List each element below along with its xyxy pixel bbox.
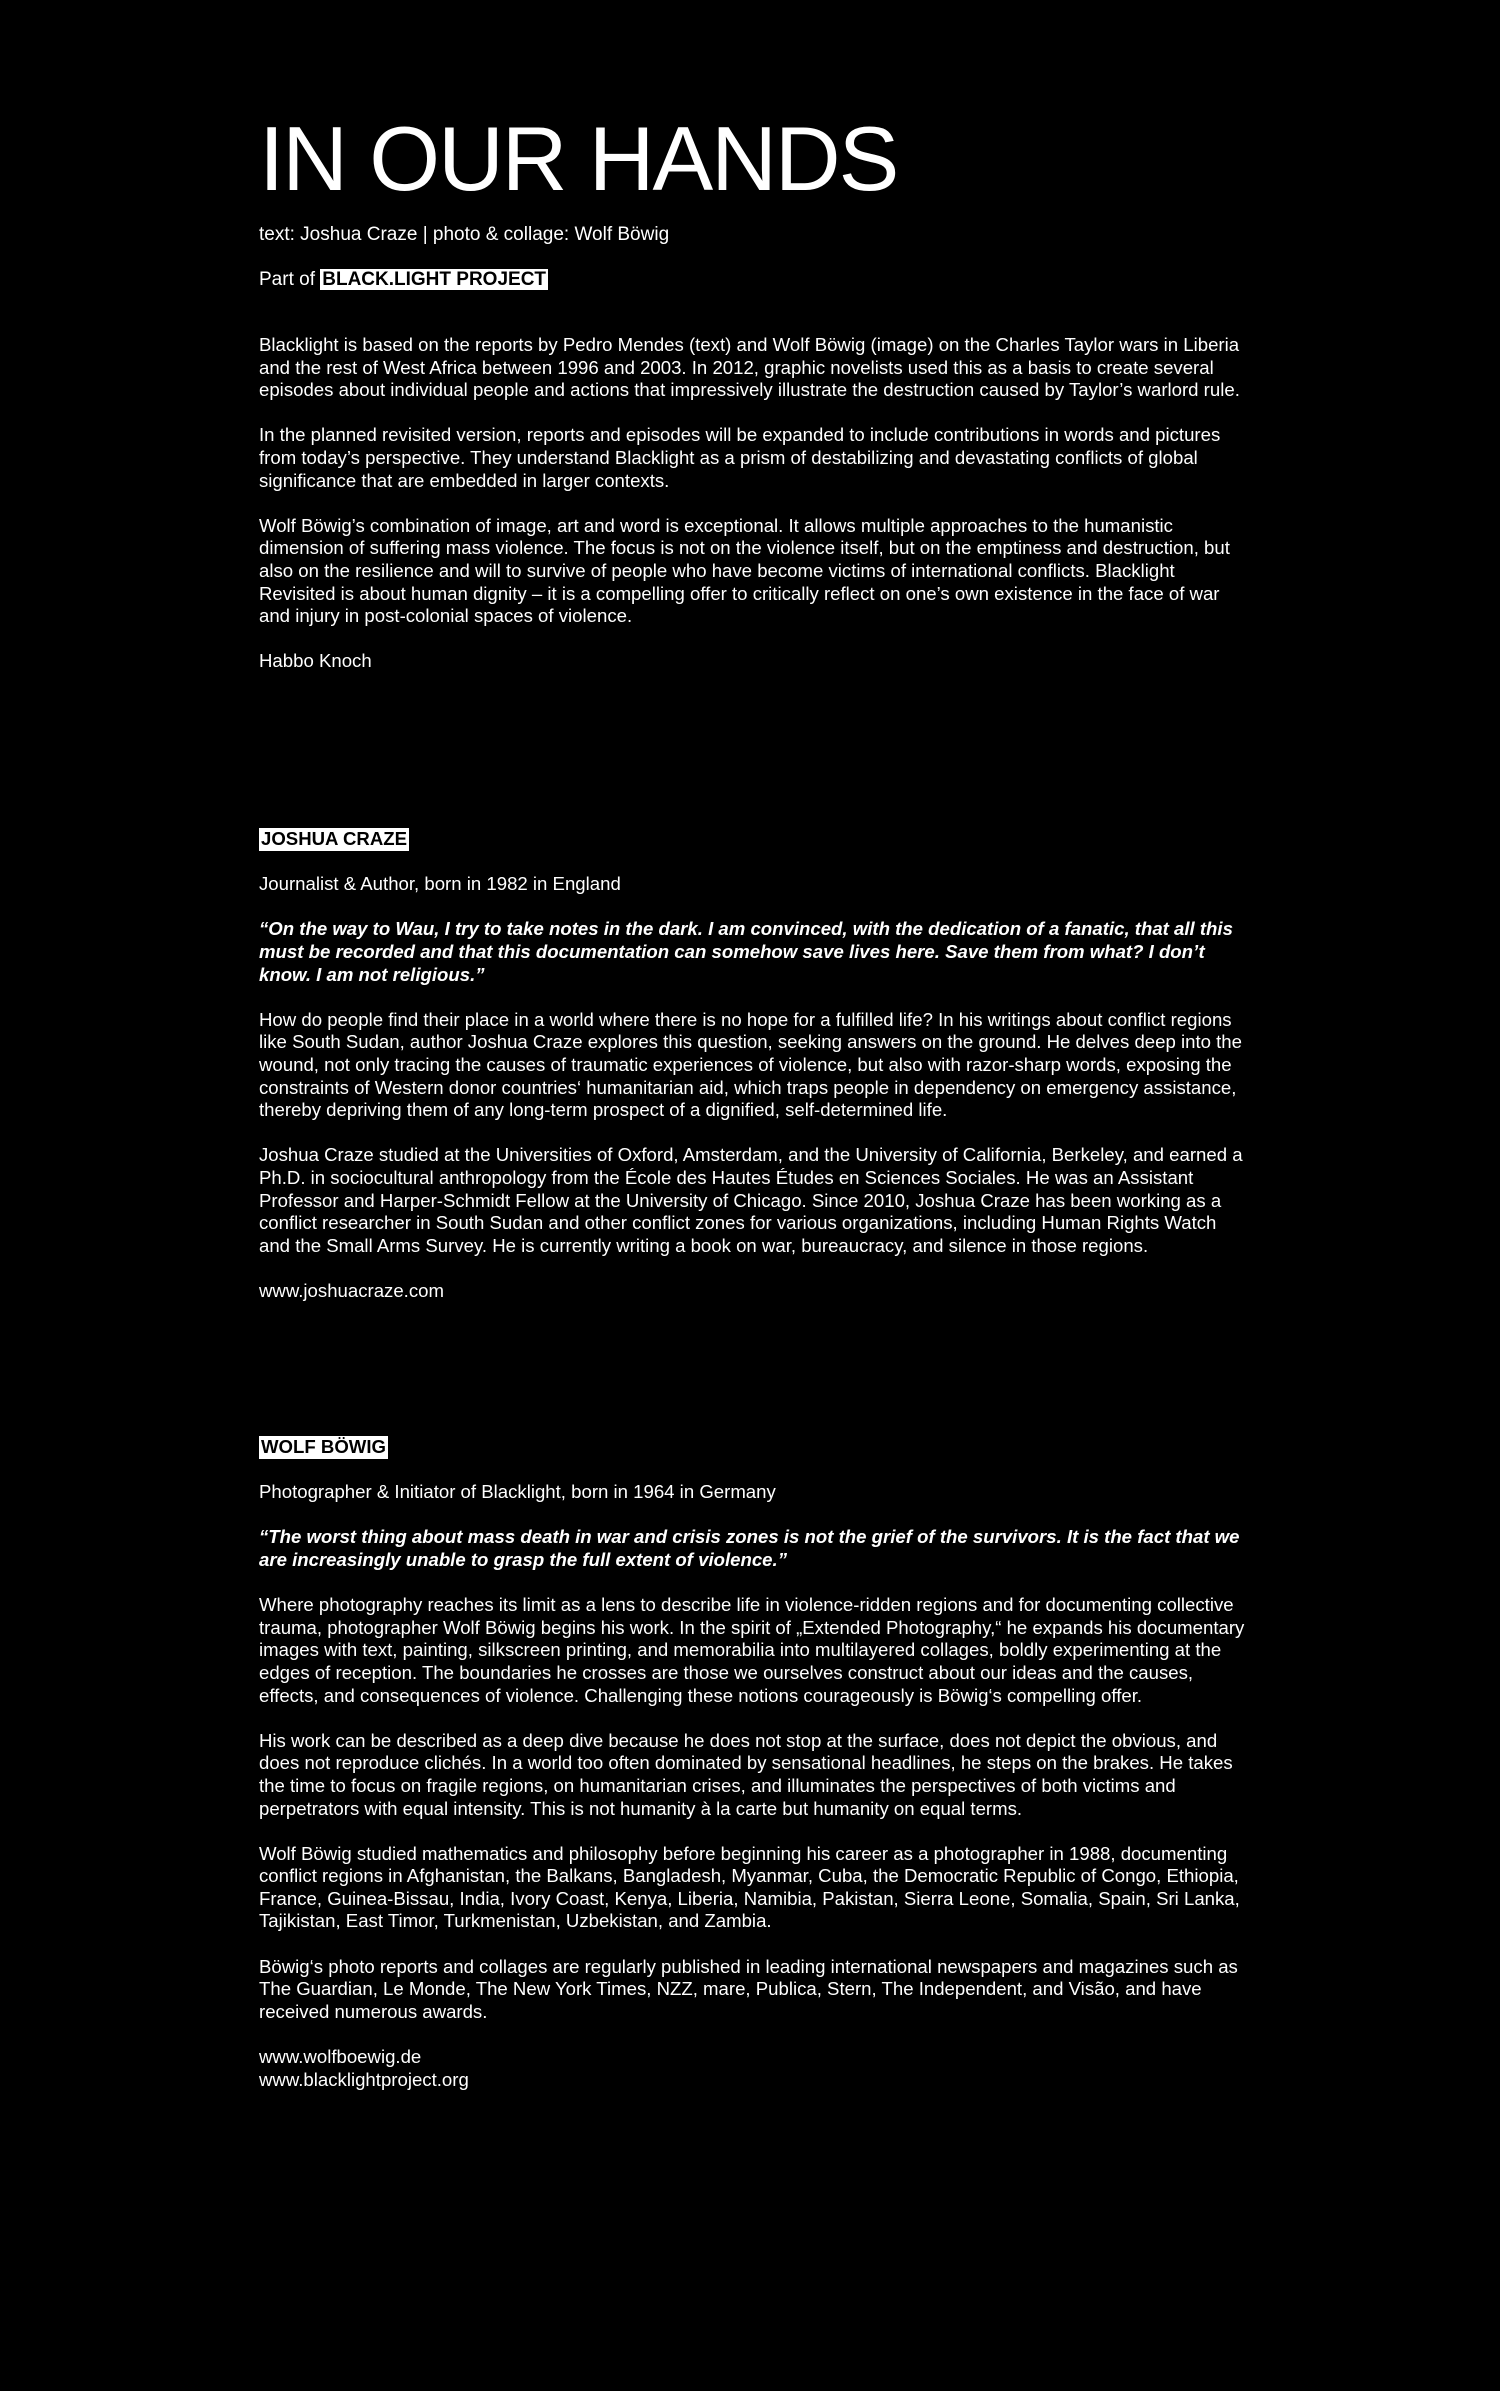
joshua-quote: “On the way to Wau, I try to take notes in the dark. I am convinced, with the dedication of a fanatic, that all this must be recorded and that this documentation can somehow save lives here. Save them from what? I don’t know. I am not religious.” <box>259 918 1233 985</box>
intro-section <box>259 334 1249 696</box>
wolf-paragraph: Where photography reaches its limit as a lens to describe life in violence-ridden regions and for documenting collective trauma, photographer Wolf Böwig begins his work. In the spirit of „Extended Photography,“ he expands his documentary images with text, painting, silkscreen printing, and memorabilia into multilayered collages, boldly experimenting at the edges of reception. The boundaries he crosses are those we ourselves construct about our ideas and the causes, effects, and consequences of violence. Challenging these notions courageously is Böwig‘s compelling offer. <box>259 1594 1245 1706</box>
credits-line: text: Joshua Craze | photo & collage: Wolf Böwig <box>259 224 670 245</box>
intro-signature: Habbo Knoch <box>259 650 372 672</box>
intro-paragraph: In the planned revisited version, reports and episodes will be expanded to include contributions in words and pictures from today’s perspective. They understand Blacklight as a prism of destabilizing and devastating conflicts of global significance that are embedded in larger contexts. <box>259 424 1221 491</box>
wolf-paragraph: His work can be described as a deep dive because he does not stop at the surface, does not depict the obvious, and does not reproduce clichés. In a world too often dominated by sensational headlines, he steps on the brakes. He takes the time to focus on fragile regions, on humanitarian crises, and illuminates the perspectives of both victims and perpetrators with equal intensity. This is not humanity à la carte but humanity on equal terms. <box>259 1729 1233 1819</box>
joshua-paragraph: Joshua Craze studied at the Universities of Oxford, Amsterdam, and the University of California, Berkeley, and earned a Ph.D. in sociocultural anthropology from the École des Hautes Études en Sciences Sociales. He was an Assistant Professor and Harper-Schmidt Fellow at the University of Chicago. Since 2010, Joshua Craze has been working as a conflict researcher in South Sudan and other conflict zones for various organizations, including Human Rights Watch and the Small Arms Survey. He is currently writing a book on war, bureaucracy, and silence in those regions. <box>259 1144 1243 1256</box>
joshua-subtitle: Journalist & Author, born in 1982 in England <box>259 873 621 895</box>
wolf-website-link[interactable]: www.wolfboewig.de <box>259 2046 422 2068</box>
intro-paragraph: Wolf Böwig’s combination of image, art and word is exceptional. It allows multiple approaches to the humanistic dimension of suffering mass violence. The focus is not on the violence itself, but on the emptiness and destruction, but also on the resilience and will to survive of people who have become victims of international conflicts. Blacklight Revisited is about human dignity – it is a compelling offer to critically reflect on one’s own existence in the face of war and injury in post-colonial spaces of violence. <box>259 514 1230 627</box>
wolf-subtitle: Photographer & Initiator of Blacklight, born in 1964 in Germany <box>259 1481 776 1503</box>
joshua-craze-section <box>259 828 1249 1325</box>
wolf-paragraph: Böwig‘s photo reports and collages are regularly published in leading international newspapers and magazines such as The Guardian, Le Monde, The New York Times, NZZ, mare, Publica, Stern, The Independent, and Visão, and have received numerous awards. <box>259 1955 1238 2022</box>
wolf-boewig-section <box>259 1436 1249 2091</box>
wolf-paragraph: Wolf Böwig studied mathematics and philosophy before beginning his career as a photographer in 1988, documenting conflict regions in Afghanistan, the Balkans, Bangladesh, Myanmar, Cuba, the Democratic Republic of Congo, Ethiopia, France, Guinea-Bissau, India, Ivory Coast, Kenya, Liberia, Namibia, Pakistan, Sierra Leone, Somalia, Spain, Sri Lanka, Tajikistan, East Timor, Turkmenistan, Uzbekistan, and Zambia. <box>259 1842 1240 1932</box>
section-heading-wolf-boewig: WOLF BÖWIG <box>261 1436 386 1457</box>
part-of-line <box>259 268 548 291</box>
joshua-website-link[interactable]: www.joshuacraze.com <box>259 1279 444 1301</box>
wolf-links <box>259 2046 1249 2091</box>
wolf-quote: “The worst thing about mass death in war and crisis zones is not the grief of the survivors. It is the fact that we are increasingly unable to grasp the full extent of violence.” <box>259 1526 1240 1570</box>
project-link[interactable]: BLACK.LIGHT PROJECT <box>322 269 547 290</box>
part-of-label: Part of <box>259 269 321 290</box>
blacklight-website-link[interactable]: www.blacklightproject.org <box>259 2068 469 2090</box>
joshua-paragraph: How do people find their place in a world where there is no hope for a fulfilled life? In his writings about conflict regions like South Sudan, author Joshua Craze explores this question, seeking answers on the ground. He delves deep into the wound, not only tracing the causes of traumatic experiences of violence, but also with razor-sharp words, exposing the constraints of Western donor countries‘ humanitarian aid, which traps people in dependency on emergency assistance, thereby depriving them of any long-term prospect of a dignified, self-determined life. <box>259 1008 1242 1121</box>
intro-paragraph: Blacklight is based on the reports by Pedro Mendes (text) and Wolf Böwig (image) on the Charles Taylor wars in Liberia and the rest of West Africa between 1996 and 2003. In 2012, graphic novelists used this as a basis to create several episodes about individual people and actions that impressively illustrate the destruction caused by Taylor’s warlord rule. <box>259 334 1240 401</box>
section-heading-joshua-craze: JOSHUA CRAZE <box>261 828 408 849</box>
page-title: IN OUR HANDS <box>259 109 898 210</box>
